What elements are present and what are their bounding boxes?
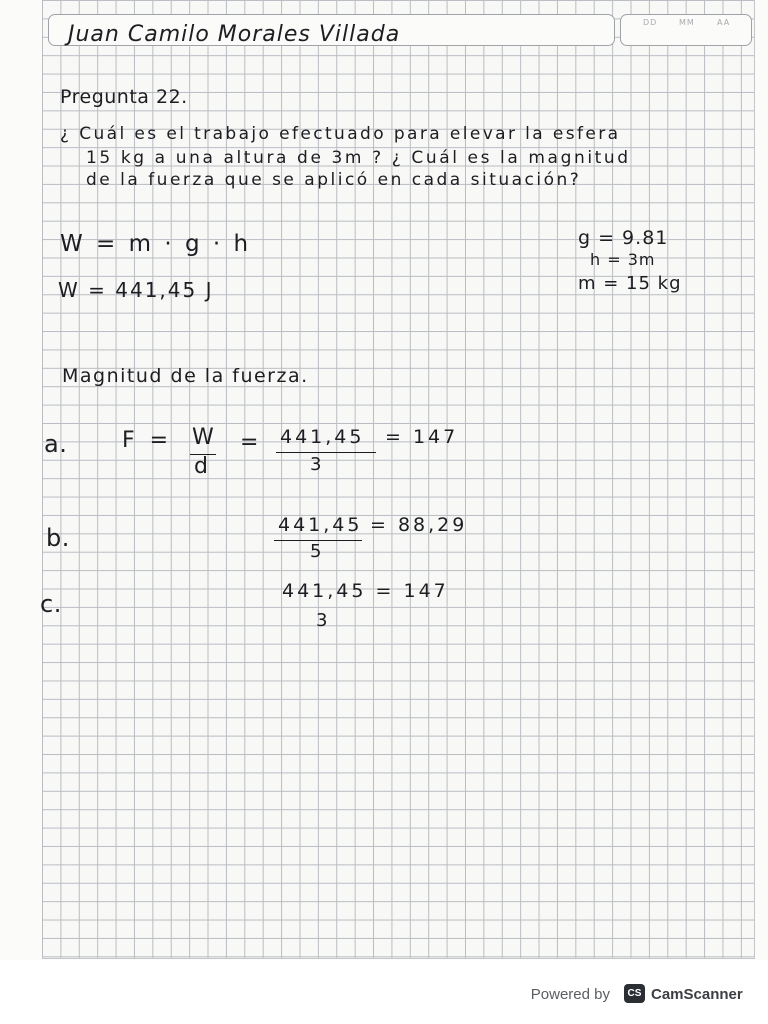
part-c-numerator: 441,45 = 147 <box>282 580 449 602</box>
part-a-denominator: 3 <box>310 454 322 475</box>
given-gravity: g = 9.81 <box>578 227 669 249</box>
given-height: h = 3m <box>590 250 656 269</box>
part-a-result: = 147 <box>385 426 459 448</box>
part-c-denominator: 3 <box>316 610 328 631</box>
part-a-label: a. <box>44 430 68 458</box>
part-b-label: b. <box>46 524 70 552</box>
question-title: Pregunta 22. <box>60 86 188 108</box>
part-b-denominator: 5 <box>310 541 322 562</box>
student-name: Juan Camilo Morales Villada <box>68 22 401 47</box>
date-year-mark: AA <box>717 18 731 27</box>
part-a-force-symbol: F = <box>122 428 173 453</box>
part-a-distance-symbol: d <box>194 454 209 479</box>
work-formula: W = m · g · h <box>60 231 252 257</box>
work-result: W = 441,45 J <box>58 278 214 302</box>
question-line-3: de la fuerza que se aplicó en cada situación? <box>86 170 582 190</box>
question-line-1: ¿ Cuál es el trabajo efectuado para elevar la esfera <box>60 124 621 144</box>
force-section-title: Magnitud de la fuerza. <box>62 365 309 387</box>
powered-by-text: Powered by <box>530 986 610 1003</box>
date-header-box <box>620 14 752 46</box>
part-a-equals: = <box>240 430 259 455</box>
given-mass: m = 15 kg <box>578 273 682 294</box>
question-line-2: 15 kg a una altura de 3m ? ¿ Cuál es la magnitud <box>86 148 631 168</box>
part-b-result: = 88,29 <box>370 514 468 536</box>
camscanner-logo-icon: CS <box>624 984 645 1003</box>
part-c-label: c. <box>40 590 62 618</box>
part-a-fraction-line <box>276 452 376 453</box>
part-a-numerator: 441,45 <box>280 426 365 448</box>
part-a-work-symbol: W <box>192 425 215 450</box>
camscanner-brand: CamScanner <box>651 986 743 1003</box>
part-b-numerator: 441,45 <box>278 514 363 536</box>
date-month-mark: MM <box>679 18 695 27</box>
date-day-mark: DD <box>643 18 658 27</box>
